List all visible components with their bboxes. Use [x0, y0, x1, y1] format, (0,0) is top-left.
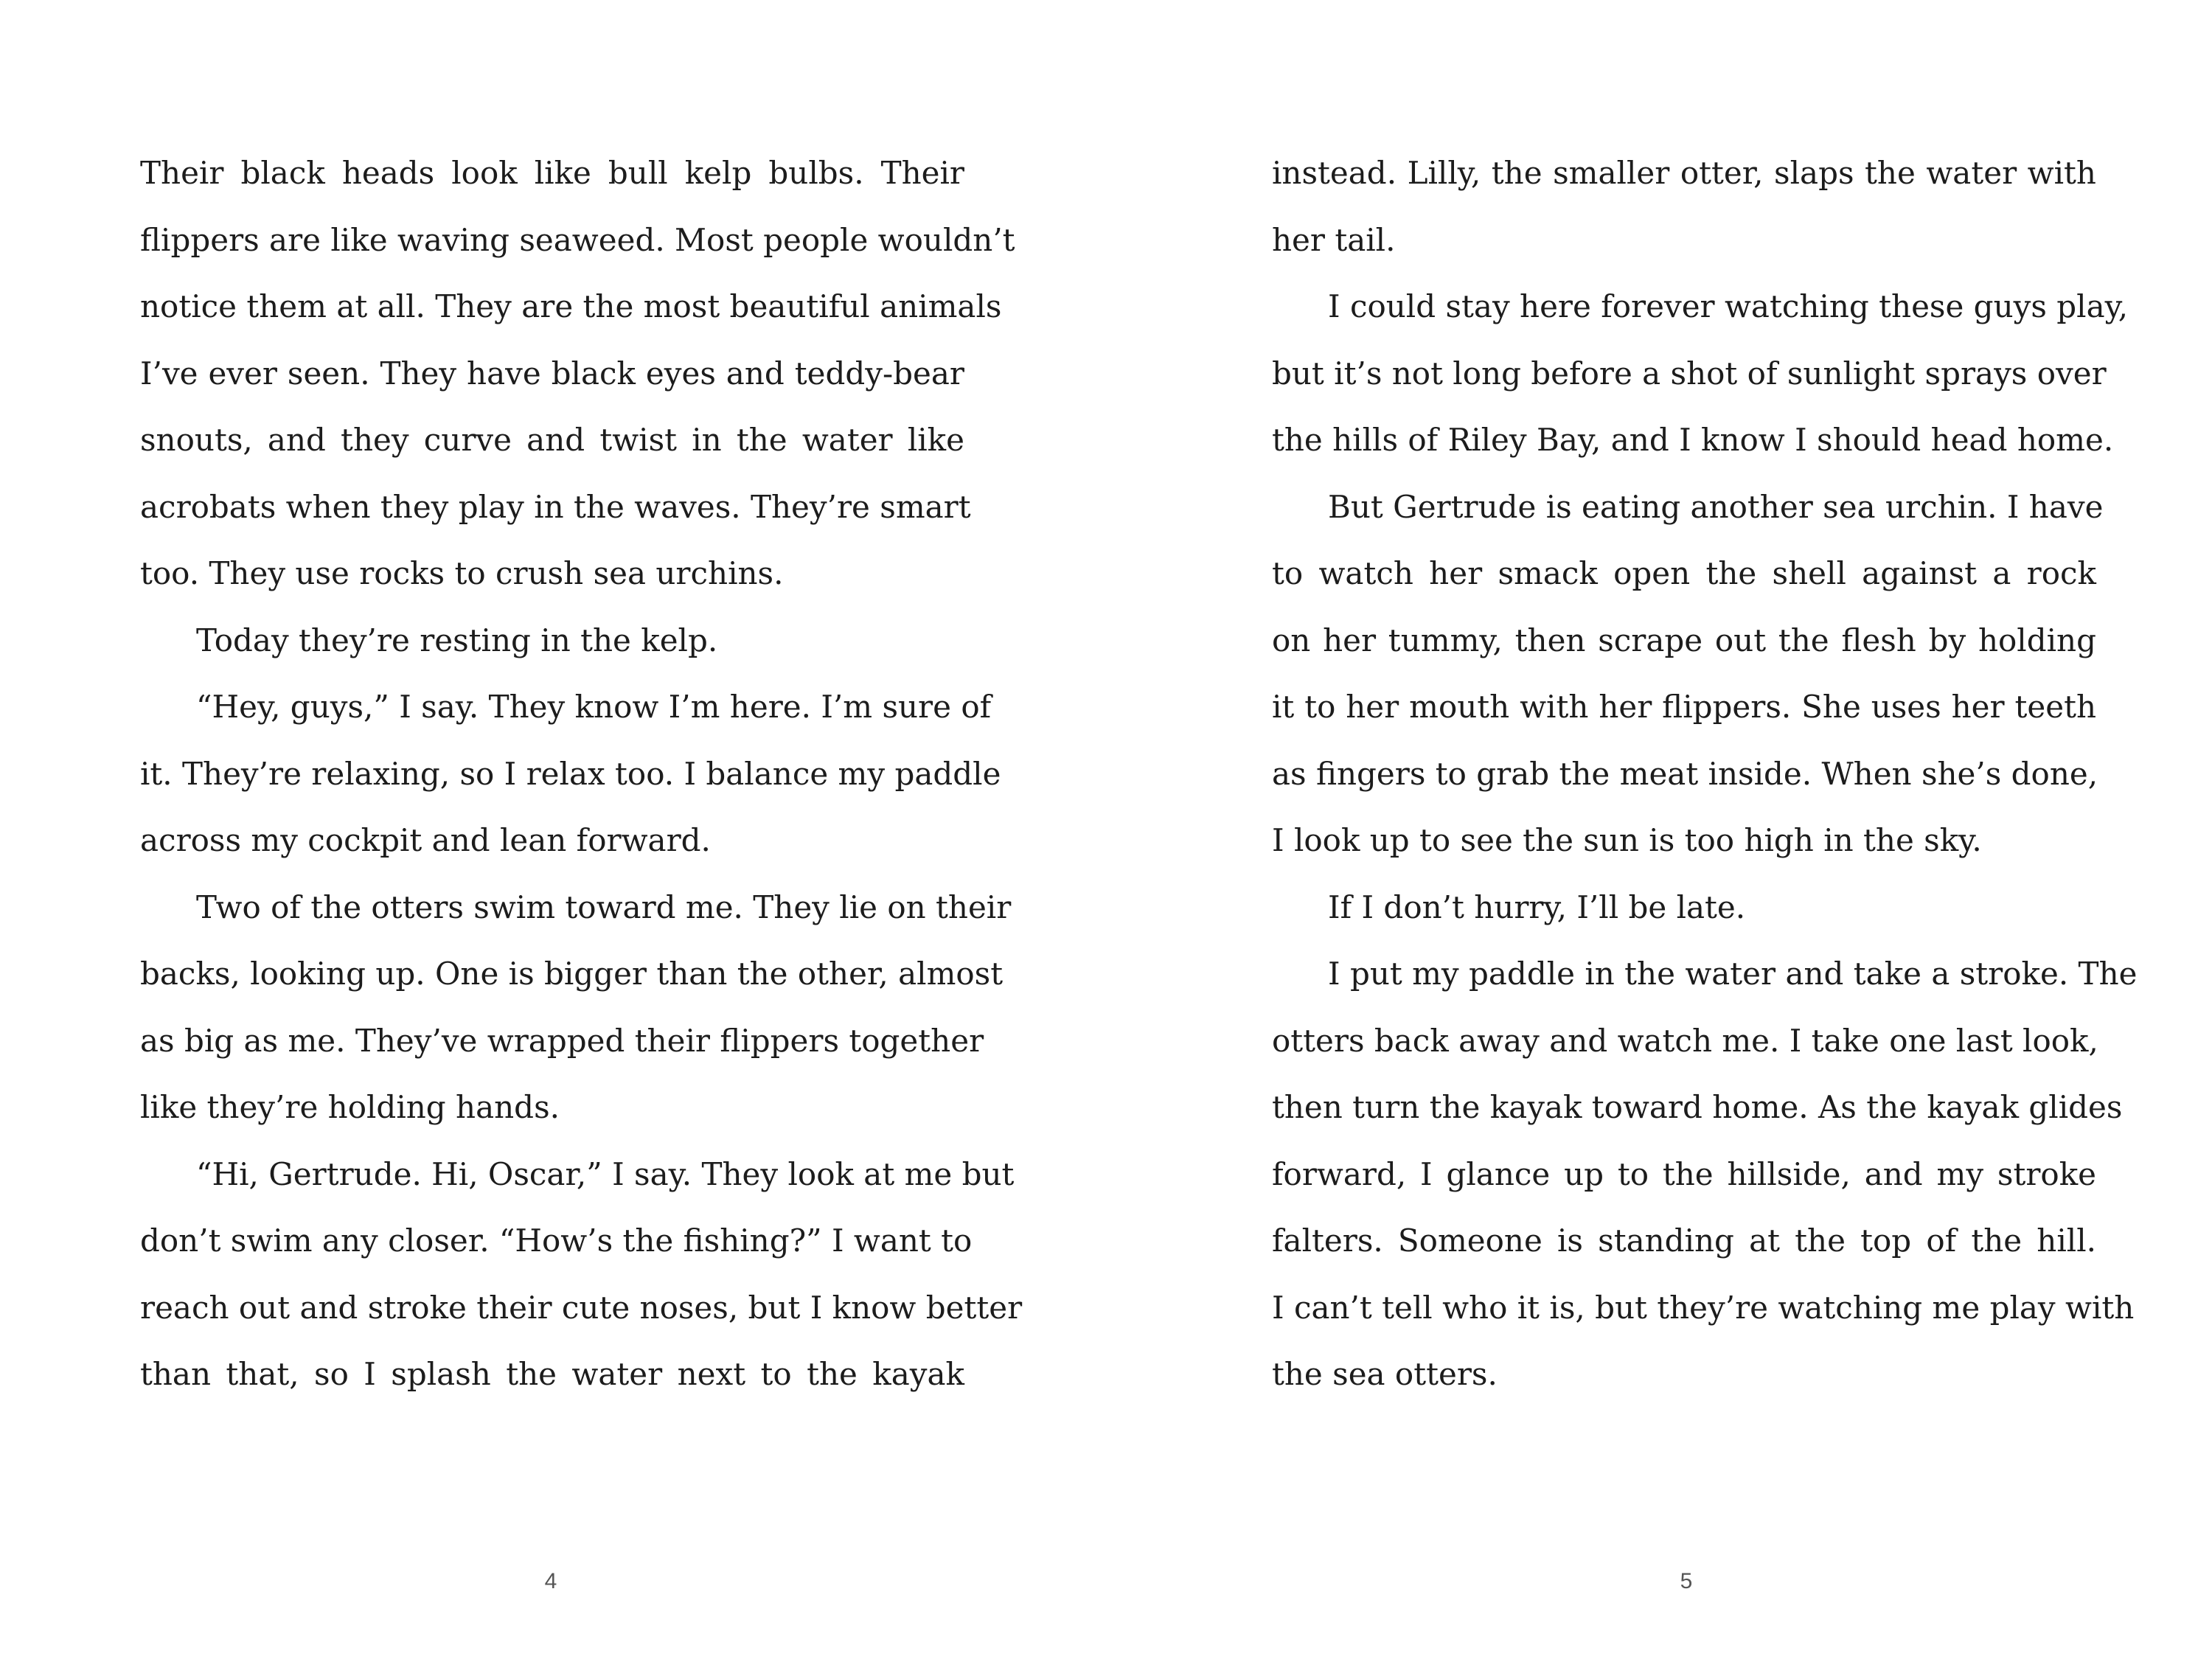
text-line: acrobats when they play in the waves. They’re smart — [140, 488, 971, 525]
page-number: 5 — [1680, 1569, 1693, 1593]
text-line: the hills of Riley Bay, and I know I should head home. — [1272, 422, 2114, 458]
text-line: I look up to see the sun is too high in the sky. — [1272, 822, 1982, 858]
text-line: across my cockpit and lean forward. — [140, 822, 711, 858]
text-line: on her tummy, then scrape out the flesh by holding — [1272, 622, 2096, 658]
page-number: 4 — [544, 1569, 557, 1593]
text-line: backs, looking up. One is bigger than the other, almost — [140, 956, 1004, 992]
text-line: but it’s not long before a shot of sunlight sprays over — [1272, 355, 2107, 392]
text-line: otters back away and watch me. I take one last look, — [1272, 1022, 2098, 1059]
text-line: then turn the kayak toward home. As the kayak glides — [1272, 1089, 2123, 1125]
text-line: the sea otters. — [1272, 1356, 1498, 1392]
text-line: I put my paddle in the water and take a stroke. The — [1328, 956, 2138, 992]
text-line: “Hi, Gertrude. Hi, Oscar,” I say. They look at me but — [196, 1155, 1015, 1192]
text-line: I can’t tell who it is, but they’re watching me play with — [1272, 1289, 2135, 1326]
page-text — [1272, 140, 2138, 1408]
text-line: But Gertrude is eating another sea urchin. I have — [1328, 488, 2104, 525]
text-line: to watch her smack open the shell against a rock — [1272, 555, 2096, 591]
text-line: snouts, and they curve and twist in the water like — [140, 422, 964, 458]
text-line: Their black heads look like bull kelp bulbs. Their — [140, 155, 964, 191]
text-line: I’ve ever seen. They have black eyes and teddy-bear — [140, 355, 964, 392]
text-line: don’t swim any closer. “How’s the fishing?” I want to — [140, 1222, 973, 1259]
right-page — [1106, 0, 2212, 1659]
text-line: as fingers to grab the meat inside. When she’s done, — [1272, 755, 2098, 792]
text-line: as big as me. They’ve wrapped their flippers together — [140, 1022, 984, 1059]
text-line: than that, so I splash the water next to the kayak — [140, 1356, 964, 1392]
text-line: flippers are like waving seaweed. Most people wouldn’t — [140, 221, 1015, 258]
text-line: like they’re holding hands. — [140, 1089, 560, 1125]
text-line: too. They use rocks to crush sea urchins. — [140, 555, 784, 591]
text-line: Today they’re resting in the kelp. — [196, 622, 718, 658]
text-line: falters. Someone is standing at the top of the hill. — [1272, 1222, 2096, 1259]
text-line: I could stay here forever watching these guys play, — [1328, 288, 2129, 324]
text-line: reach out and stroke their cute noses, but I know better — [140, 1289, 1023, 1326]
text-line: Two of the otters swim toward me. They lie on their — [196, 888, 1012, 925]
text-line: “Hey, guys,” I say. They know I’m here. I’m sure of — [196, 689, 992, 725]
page-text — [140, 140, 1023, 1408]
text-line: it to her mouth with her flippers. She uses her teeth — [1272, 689, 2096, 725]
text-line: forward, I glance up to the hillside, and my stroke — [1272, 1155, 2096, 1192]
text-line: it. They’re relaxing, so I relax too. I balance my paddle — [140, 755, 1001, 792]
text-line: If I don’t hurry, I’ll be late. — [1328, 888, 1746, 925]
text-line: her tail. — [1272, 221, 1396, 258]
text-line: instead. Lilly, the smaller otter, slaps the water with — [1272, 155, 2096, 191]
text-line: notice them at all. They are the most beautiful animals — [140, 288, 1002, 324]
